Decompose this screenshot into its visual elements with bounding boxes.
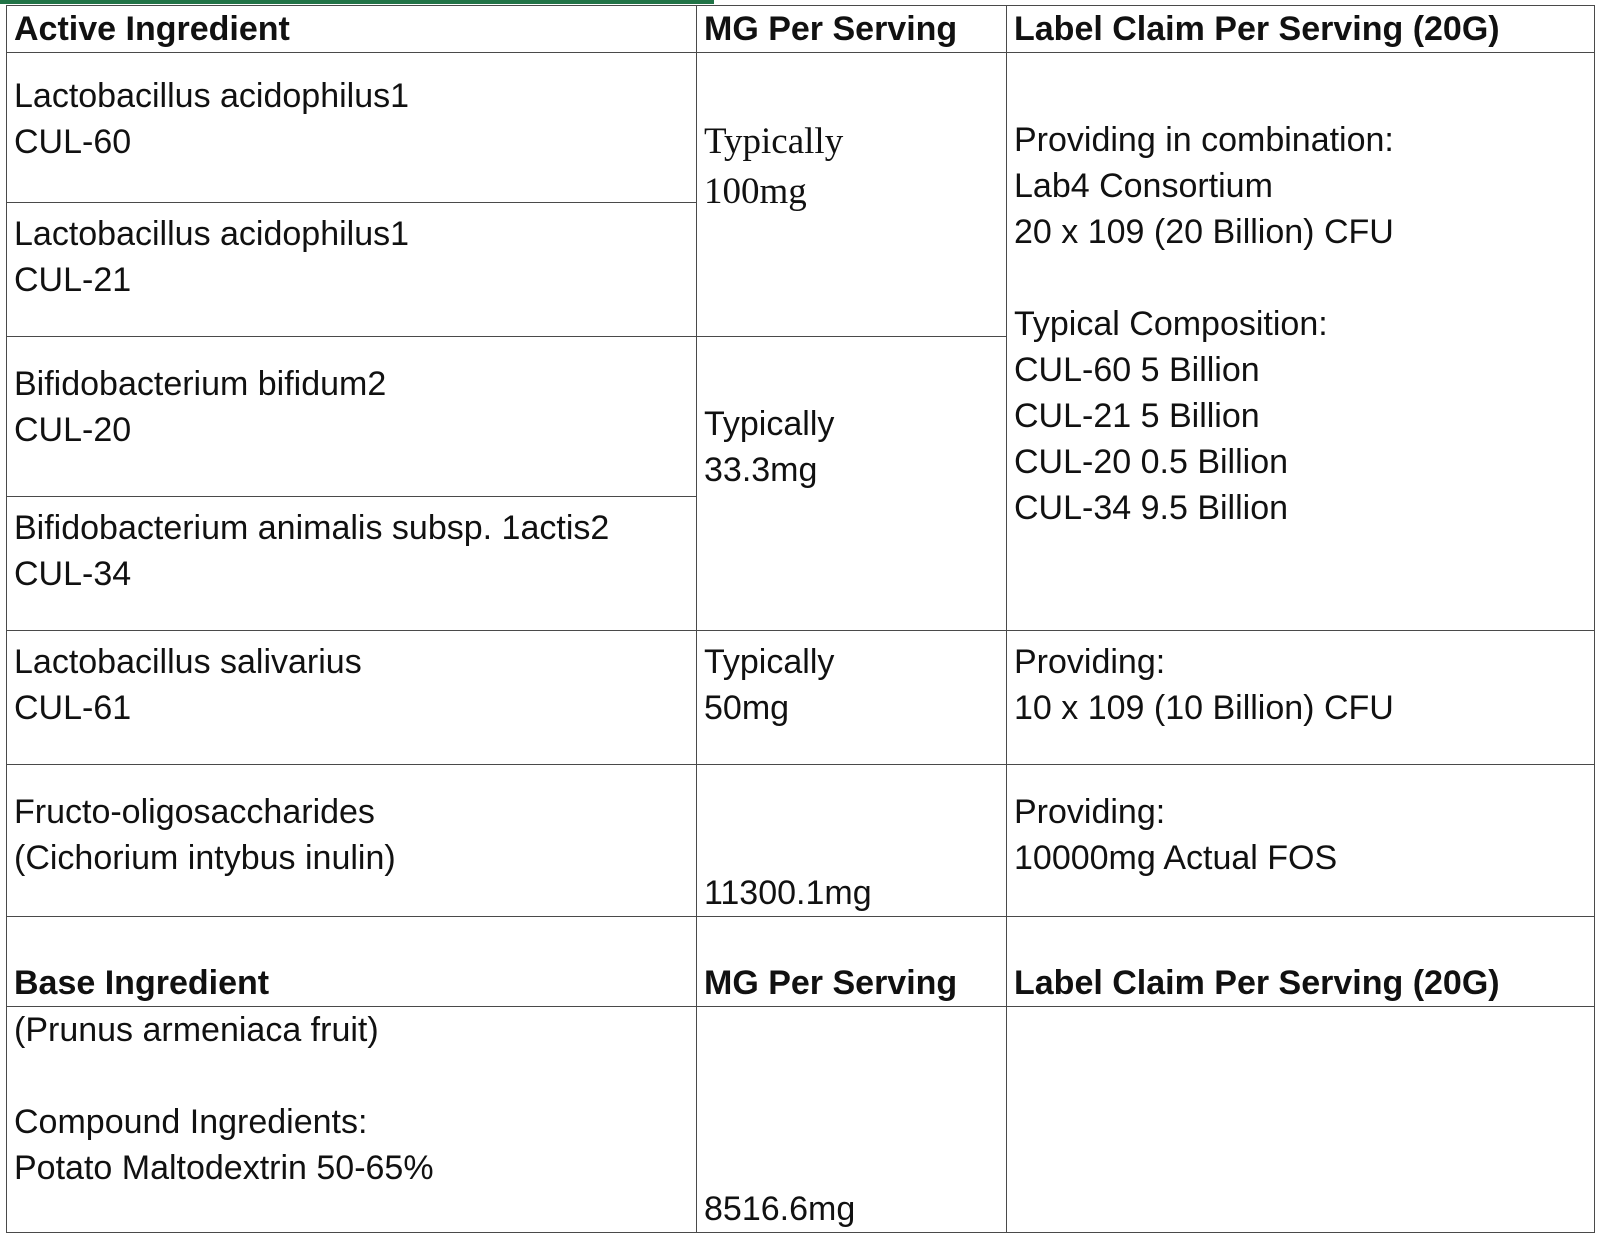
mg-cell[interactable] xyxy=(697,53,1007,337)
label-claim-cell[interactable] xyxy=(1007,1007,1595,1233)
ingredient-cell[interactable] xyxy=(7,337,697,497)
header-label-claim[interactable]: Label Claim Per Serving (20G) xyxy=(1007,917,1595,1007)
table-header-row xyxy=(7,6,1595,53)
selection-accent-bar xyxy=(0,0,714,4)
ingredient-strain: CUL-34 xyxy=(14,555,132,593)
mg-cell[interactable] xyxy=(697,1007,1007,1233)
ingredient-strain: CUL-60 xyxy=(14,123,132,161)
mg-qualifier: Typically xyxy=(704,643,835,681)
mg-cell[interactable] xyxy=(697,765,1007,917)
ingredient-cell[interactable] xyxy=(7,1007,697,1233)
ingredient-note: Potato Maltodextrin 50-65% xyxy=(14,1149,434,1187)
header-mg-per-serving[interactable]: MG Per Serving xyxy=(697,6,1007,53)
mg-value: 11300.1mg xyxy=(704,874,872,912)
mg-value: 50mg xyxy=(704,689,790,727)
claim-line: 10 x 109 (10 Billion) CFU xyxy=(1014,689,1394,727)
mg-value: 33.3mg xyxy=(704,451,818,489)
header-base-ingredient[interactable]: Base Ingredient xyxy=(7,917,697,1007)
claim-line: CUL-20 0.5 Billion xyxy=(1014,443,1289,481)
claim-line: Providing: xyxy=(1014,793,1166,831)
ingredient-strain: CUL-61 xyxy=(14,689,132,727)
base-header-row xyxy=(7,917,1595,1007)
label-claim-cell[interactable] xyxy=(1007,631,1595,765)
label-claim-cell[interactable] xyxy=(1007,765,1595,917)
ingredients-table xyxy=(6,5,1595,1233)
claim-line: CUL-60 5 Billion xyxy=(1014,351,1260,389)
ingredient-strain: (Cichorium intybus inulin) xyxy=(14,839,396,877)
ingredient-name: (Prunus armeniaca fruit) xyxy=(14,1011,379,1049)
ingredient-name: Lactobacillus acidophilus1 xyxy=(14,215,410,253)
mg-qualifier: Typically xyxy=(704,405,835,443)
mg-value: 100mg xyxy=(704,171,807,212)
claim-line: CUL-21 5 Billion xyxy=(1014,397,1260,435)
ingredient-name: Lactobacillus salivarius xyxy=(14,643,362,681)
claim-line: Lab4 Consortium xyxy=(1014,167,1273,205)
ingredient-name: Fructo-oligosaccharides xyxy=(14,793,375,831)
claim-line: 10000mg Actual FOS xyxy=(1014,839,1338,877)
ingredient-strain: CUL-20 xyxy=(14,411,132,449)
ingredient-spacer xyxy=(14,1053,689,1099)
mg-value: 8516.6mg xyxy=(704,1190,856,1228)
ingredient-name: Lactobacillus acidophilus1 xyxy=(14,77,410,115)
ingredient-strain: CUL-21 xyxy=(14,261,132,299)
claim-line: CUL-34 9.5 Billion xyxy=(1014,489,1289,527)
table-row xyxy=(7,631,1595,765)
mg-cell[interactable] xyxy=(697,631,1007,765)
claim-line: Providing: xyxy=(1014,643,1166,681)
header-active-ingredient[interactable]: Active Ingredient xyxy=(7,6,697,53)
ingredient-cell[interactable] xyxy=(7,53,697,203)
header-label-claim[interactable]: Label Claim Per Serving (20G) xyxy=(1007,6,1595,53)
claim-line: 20 x 109 (20 Billion) CFU xyxy=(1014,213,1394,251)
mg-qualifier: Typically xyxy=(704,121,844,162)
label-claim-cell[interactable] xyxy=(1007,53,1595,631)
ingredient-name: Bifidobacterium animalis subsp. 1actis2 xyxy=(14,509,610,547)
mg-cell[interactable] xyxy=(697,337,1007,631)
claim-line: Typical Composition: xyxy=(1014,305,1328,343)
table-row xyxy=(7,765,1595,917)
claim-line: Providing in combination: xyxy=(1014,121,1394,159)
ingredient-cell[interactable] xyxy=(7,497,697,631)
table-row xyxy=(7,1007,1595,1233)
header-mg-per-serving[interactable]: MG Per Serving xyxy=(697,917,1007,1007)
ingredient-name: Bifidobacterium bifidum2 xyxy=(14,365,387,403)
ingredient-cell[interactable] xyxy=(7,203,697,337)
ingredient-note: Compound Ingredients: xyxy=(14,1103,368,1141)
claim-spacer xyxy=(1014,255,1587,301)
ingredient-cell[interactable] xyxy=(7,631,697,765)
table-row xyxy=(7,53,1595,203)
ingredient-cell[interactable] xyxy=(7,765,697,917)
